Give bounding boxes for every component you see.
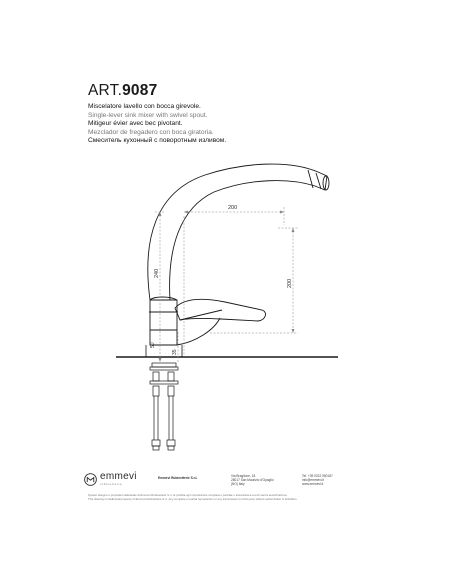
address-line-2: 28017 San Maurizio d'Opaglio — [231, 478, 274, 483]
article-number: 9087 — [122, 82, 158, 99]
company-name: Emmevi Rubinetterie S.r.L — [158, 476, 198, 480]
description-it: Miscelatore lavello con bocca girevole. — [88, 103, 201, 110]
contact-email[interactable]: info@emmevi.it — [302, 478, 325, 483]
company-contacts — [302, 474, 333, 487]
contact-phone: Tel. +39 0322 950187 — [302, 474, 333, 478]
brand-logo-icon — [84, 473, 97, 486]
address-line-1: Via Braglione, 18 — [231, 474, 256, 478]
brand-subtitle: rubinetterie — [100, 482, 123, 486]
brand-logo-text — [100, 472, 137, 486]
dimension-lines — [155, 207, 298, 362]
spout-reach-label: 200 — [228, 205, 238, 211]
description-fr: Mitigeur évier avec bec pivotant. — [88, 120, 183, 128]
brand-logo — [84, 472, 137, 486]
address-line-3: (NO) Italy — [231, 482, 245, 487]
description-ru: Смеситель кухонный с поворотным изливом. — [88, 137, 227, 145]
base-offset-label: 35 — [172, 349, 178, 355]
contact-website[interactable]: www.emmevi.it — [302, 482, 324, 487]
legal-notice-it: Questo disegno è proprietà intellettuale di Emmevi Rubinetterie S.r.l. È proibita ogni riproduzione completa o parziale o trasmissione a terzi senza autorizzazione. — [88, 494, 288, 497]
legal-notice-en: This drawing is intellectual property of Emmevi Rubinetterie S.r.l. Any complete or partial reproduction or any transmission to third party without authorization is forbidden. — [88, 496, 298, 501]
mounting-hardware — [150, 363, 178, 396]
spout-height-label: 200 — [287, 278, 293, 288]
article-prefix: ART. — [88, 82, 123, 99]
faucet-body — [149, 297, 220, 345]
description-en: Single-lever sink mixer with swivel spout. — [88, 111, 208, 119]
faucet-spout — [148, 164, 329, 300]
lever-handle — [175, 299, 265, 321]
flexible-hoses — [152, 396, 175, 450]
description-es: Mezclador de fregadero con boca giratoria. — [88, 128, 214, 136]
body-height-label: 240 — [154, 268, 160, 278]
company-address — [231, 474, 274, 487]
legal-notice — [88, 494, 378, 501]
brand-name: emmevi — [100, 471, 137, 482]
dimension-arrows — [159, 211, 295, 363]
base-height-label: 50 — [150, 342, 156, 348]
